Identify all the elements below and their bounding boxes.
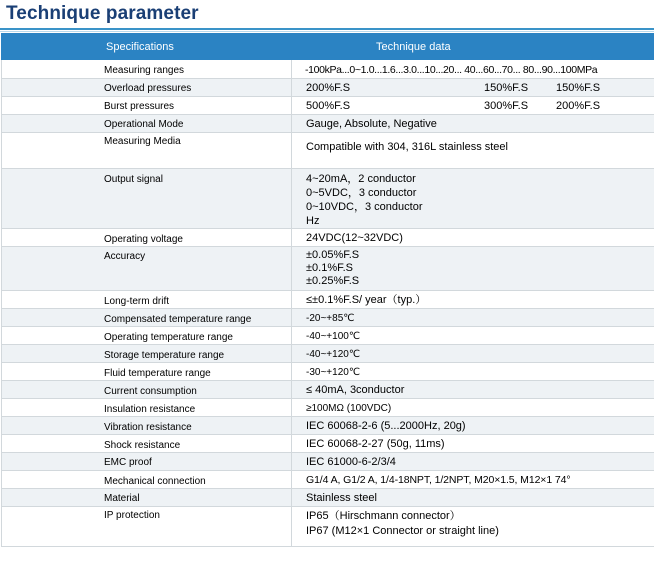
row-value: IP65（Hirschmann connector） bbox=[306, 510, 461, 522]
row-label: Measuring Media bbox=[104, 136, 181, 147]
row-label: Shock resistance bbox=[104, 440, 181, 451]
header-specifications: Specifications bbox=[2, 34, 292, 60]
table-row bbox=[2, 247, 654, 291]
row-value: -40~+120℃ bbox=[306, 349, 361, 360]
row-value: Compatible with 304, 316L stainless steel bbox=[306, 141, 508, 153]
row-label: Measuring ranges bbox=[104, 65, 185, 76]
row-label: Compensated temperature range bbox=[104, 314, 252, 325]
row-value: ≥100MΩ (100VDC) bbox=[306, 403, 392, 414]
title-underline bbox=[0, 28, 654, 30]
row-value: G1/4 A, G1/2 A, 1/4-18NPT, 1/2NPT, M20×1.5, M12×1 74° bbox=[306, 474, 571, 486]
table-row bbox=[2, 399, 654, 417]
table-row bbox=[2, 60, 654, 79]
row-value: -30~+120℃ bbox=[306, 367, 361, 378]
row-value: -20~+85℃ bbox=[306, 313, 355, 324]
row-value: ≤±0.1%F.S/ year（typ.） bbox=[306, 294, 427, 306]
row-value: IEC 60068-2-6 (5...2000Hz, 20g) bbox=[306, 420, 466, 432]
row-label: Output signal bbox=[104, 174, 163, 185]
row-value: ±0.05%F.S bbox=[306, 249, 360, 261]
row-value: 200%F.S bbox=[306, 82, 351, 94]
table-row bbox=[2, 507, 654, 547]
row-value: Gauge, Absolute, Negative bbox=[306, 118, 437, 130]
row-value: 150%F.S bbox=[556, 82, 601, 94]
table-row bbox=[2, 453, 654, 471]
table-row bbox=[2, 327, 654, 345]
spec-table bbox=[1, 33, 654, 547]
row-value: Stainless steel bbox=[306, 492, 377, 504]
table-row bbox=[2, 489, 654, 507]
row-value: IEC 61000-6-2/3/4 bbox=[306, 456, 396, 468]
row-label: EMC proof bbox=[104, 457, 152, 468]
row-label: Fluid temperature range bbox=[104, 368, 211, 379]
table-row bbox=[2, 169, 654, 229]
table-row bbox=[2, 345, 654, 363]
table-row bbox=[2, 471, 654, 489]
row-value: IEC 60068-2-27 (50g, 11ms) bbox=[306, 438, 445, 450]
table-row bbox=[2, 309, 654, 327]
row-value: 0~5VDC，3 conductor bbox=[306, 187, 417, 199]
table-row bbox=[2, 363, 654, 381]
row-value: 200%F.S bbox=[556, 100, 601, 112]
row-value: 0~10VDC，3 conductor bbox=[306, 201, 423, 213]
row-value: ≤ 40mA, 3conductor bbox=[306, 384, 405, 396]
row-label: Vibration resistance bbox=[104, 422, 192, 433]
table-header-row bbox=[2, 34, 654, 60]
row-label: Operating voltage bbox=[104, 234, 183, 245]
row-label: IP protection bbox=[104, 510, 160, 521]
row-value: -100kPa...0~1.0...1.6...3.0...10...20... 40...60...70... 80...90...100MPa bbox=[305, 64, 598, 76]
row-value: 150%F.S bbox=[484, 82, 529, 94]
row-label: Operating temperature range bbox=[104, 332, 233, 343]
row-value: Hz bbox=[306, 215, 320, 227]
row-label: Insulation resistance bbox=[104, 404, 196, 415]
row-label: Current consumption bbox=[104, 386, 197, 397]
table-row bbox=[2, 291, 654, 309]
row-value: 4~20mA，2 conductor bbox=[306, 173, 416, 185]
row-label: Material bbox=[104, 493, 140, 504]
row-label: Mechanical connection bbox=[104, 476, 206, 487]
table-row bbox=[2, 435, 654, 453]
table-row bbox=[2, 115, 654, 133]
row-value: IP67 (M12×1 Connector or straight line) bbox=[306, 525, 499, 537]
row-value: -40~+100℃ bbox=[306, 331, 361, 342]
row-label: Operational Mode bbox=[104, 119, 184, 130]
header-technique-data: Technique data bbox=[292, 34, 654, 60]
row-value: 500%F.S bbox=[306, 100, 351, 112]
page-title: Technique parameter bbox=[6, 3, 199, 24]
table-row bbox=[2, 417, 654, 435]
table-row bbox=[2, 381, 654, 399]
row-value: 24VDC(12~32VDC) bbox=[306, 232, 403, 244]
title-underline-light bbox=[0, 31, 654, 32]
row-label: Accuracy bbox=[104, 251, 146, 262]
table-row bbox=[2, 229, 654, 247]
row-value: ±0.1%F.S bbox=[306, 262, 354, 274]
row-label: Long-term drift bbox=[104, 296, 170, 307]
table-row bbox=[2, 97, 654, 115]
table-row bbox=[2, 133, 654, 169]
row-value: 300%F.S bbox=[484, 100, 529, 112]
row-label: Overload pressures bbox=[104, 83, 192, 94]
row-label: Burst pressures bbox=[104, 101, 175, 112]
row-value: ±0.25%F.S bbox=[306, 275, 360, 287]
row-label: Storage temperature range bbox=[104, 350, 225, 361]
table-row bbox=[2, 79, 654, 97]
